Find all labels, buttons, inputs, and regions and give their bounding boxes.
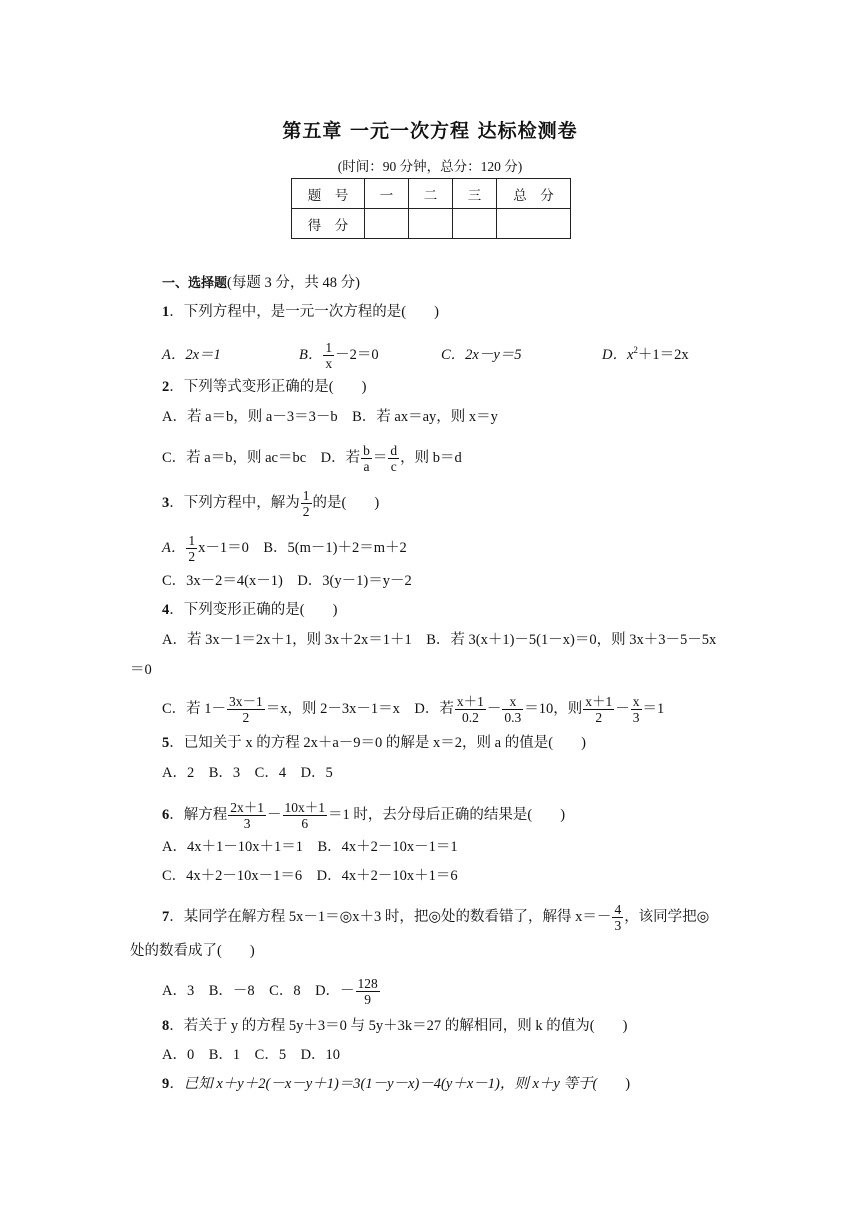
numerator: 3x－1 — [229, 694, 263, 709]
question-2-options-line2 — [162, 443, 462, 474]
option-a: A．2x＝1 — [162, 347, 221, 363]
numerator: 1 — [188, 533, 196, 548]
fraction — [301, 488, 312, 519]
option-c: C．2x－y＝5 — [441, 347, 522, 363]
score-header-cell: 总 分 — [497, 179, 571, 209]
numerator: 4 — [614, 902, 622, 917]
denominator: c — [390, 459, 397, 474]
question-6 — [162, 800, 565, 831]
numerator: x＋1 — [456, 694, 484, 709]
option-text: －2＝0 — [335, 347, 379, 363]
numerator: 2x＋1 — [230, 800, 264, 815]
option-text: ＝1 — [642, 700, 665, 717]
score-header-cell: 题 号 — [292, 179, 365, 209]
question-stem: ．已知 x＋y＋2(－x－y＋1)＝3(1－y－x)－4(y＋x－1)，则 x＋y 等于( — [169, 1076, 598, 1092]
question-4-options-line1-cont: ＝0 — [130, 662, 152, 678]
question-7-options — [162, 976, 381, 1007]
numerator: x＋1 — [585, 694, 613, 709]
numerator: 128 — [357, 976, 378, 991]
option-text: ，则 b＝d — [400, 449, 462, 466]
question-6-options-line1: A．4x＋1－10x＋1＝1 B．4x＋2－10x－1＝1 — [162, 839, 458, 855]
score-row-label: 得 分 — [292, 209, 365, 239]
denominator: x — [325, 356, 333, 372]
answer-paren-close: ) — [622, 1018, 628, 1034]
option-text: ＝10，则 — [524, 700, 583, 717]
question-4-options-line2 — [162, 694, 664, 725]
question-stem: 处的数看成了( — [130, 943, 222, 959]
numerator: b — [363, 443, 370, 458]
option-d — [602, 347, 689, 363]
answer-paren-close: ) — [249, 943, 255, 959]
score-header-cell: 三 — [453, 179, 497, 209]
question-6-options-line2: C．4x＋2－10x－1＝6 D．4x＋2－10x＋1＝6 — [162, 868, 458, 884]
fraction — [631, 694, 642, 725]
score-cell — [365, 209, 409, 239]
question-4 — [162, 600, 337, 620]
question-5-options: A．2 B．3 C．4 D．5 — [162, 765, 333, 781]
denominator: 0.3 — [504, 710, 522, 725]
fraction — [186, 533, 197, 564]
denominator: a — [363, 459, 370, 474]
numerator: x — [502, 694, 523, 710]
exam-title: 第五章 一元一次方程 达标检测卷 — [282, 120, 578, 142]
question-number: 8 — [162, 1018, 170, 1034]
question-number: 6 — [162, 806, 170, 823]
score-header-cell: 一 — [365, 179, 409, 209]
answer-paren-close: ) — [581, 735, 586, 751]
question-stem: ．下列等式变形正确的是( — [169, 379, 334, 395]
question-number: 3 — [162, 494, 170, 511]
question-1 — [162, 302, 439, 322]
denominator: 9 — [364, 992, 372, 1007]
denominator: 2 — [595, 710, 603, 725]
minus-sign: － — [615, 700, 630, 717]
fraction — [388, 443, 399, 474]
question-stem: ．某同学在解方程 5x－1＝◎x＋3 时，把◎处的数看错了，解得 x＝－ — [169, 908, 612, 925]
question-stem: 的是( — [312, 494, 347, 511]
fraction — [361, 443, 372, 474]
question-7 — [162, 902, 709, 933]
fraction — [228, 800, 266, 831]
option-text: ＋1＝2x — [637, 347, 689, 363]
option-label: A． — [162, 539, 186, 556]
option-label: B． — [299, 347, 323, 363]
option-text: ＝x，则 2－3x－1＝x D．若 — [265, 700, 454, 717]
denominator: 2 — [242, 710, 250, 725]
question-number: 7 — [162, 908, 170, 925]
question-stem: ．下列方程中，是一元一次方程的是( — [169, 304, 407, 320]
numerator: x — [632, 694, 640, 709]
question-number: 9 — [162, 1076, 170, 1092]
answer-paren-close: ) — [560, 806, 566, 823]
option-text: D．x — [602, 347, 634, 363]
option-b — [299, 340, 441, 371]
question-stem: ．下列方程中，解为 — [169, 494, 300, 511]
denominator: 6 — [301, 816, 309, 831]
question-stem: ．解方程 — [169, 806, 228, 823]
score-cell — [497, 209, 571, 239]
fraction — [323, 340, 334, 371]
denominator: 2 — [188, 549, 196, 564]
numerator: 1 — [325, 340, 333, 356]
question-3-options-line1 — [162, 533, 407, 564]
fraction — [356, 976, 380, 1007]
equals-sign: ＝ — [372, 449, 388, 466]
answer-paren-close: ) — [625, 1076, 631, 1092]
question-1-options — [162, 340, 689, 371]
answer-paren-close: ) — [361, 379, 367, 395]
minus-sign: － — [486, 700, 502, 717]
exam-subtitle: (时间：90 分钟，总分：120 分) — [337, 159, 523, 174]
denominator: 3 — [632, 710, 640, 725]
numerator: d — [390, 443, 398, 458]
denominator: 3 — [243, 816, 251, 831]
question-3-options-line2: C．3x－2＝4(x－1) D．3(y－1)＝y－2 — [162, 573, 412, 589]
question-2 — [162, 377, 366, 397]
denominator: 2 — [302, 504, 310, 519]
section-heading — [162, 273, 360, 294]
question-number: 1 — [162, 304, 170, 320]
question-number: 2 — [162, 379, 170, 395]
question-stem: ＝1 时，去分母后正确的结果是( — [328, 806, 533, 823]
option-text: A．3 B．－8 C．8 D．－ — [162, 982, 355, 999]
question-8 — [162, 1016, 627, 1036]
fraction — [455, 694, 486, 725]
score-table-header-row — [292, 179, 571, 209]
fraction — [283, 800, 328, 831]
question-number: 4 — [162, 602, 170, 618]
section-title: 一、选择题 — [162, 276, 228, 291]
score-cell — [409, 209, 453, 239]
denominator: 0.2 — [461, 710, 479, 725]
score-header-cell: 二 — [409, 179, 453, 209]
question-stem: ．若关于 y 的方程 5y＋3＝0 与 5y＋3k＝27 的解相同，则 k 的值为( — [169, 1018, 595, 1034]
fraction — [583, 694, 614, 725]
numerator: 1 — [302, 488, 310, 503]
minus-sign: － — [267, 806, 282, 823]
question-3 — [162, 488, 379, 519]
fraction — [227, 694, 265, 725]
question-2-options-line1: A．若 a＝b，则 a－3＝3－b B．若 ax＝ay，则 x＝y — [162, 409, 498, 425]
question-stem: ，该同学把◎ — [624, 908, 710, 925]
question-number: 5 — [162, 735, 170, 751]
score-table-score-row — [292, 209, 571, 239]
score-cell — [453, 209, 497, 239]
fraction — [502, 694, 523, 725]
question-7-cont — [130, 941, 255, 961]
question-9 — [162, 1074, 630, 1094]
question-stem: ．下列变形正确的是( — [169, 602, 305, 618]
answer-paren-close: ) — [374, 494, 380, 511]
question-5 — [162, 733, 586, 753]
exponent: 2 — [633, 345, 638, 355]
question-8-options: A．0 B．1 C．5 D．10 — [162, 1047, 341, 1063]
option-text: C．若 a＝b，则 ac＝bc D．若 — [162, 449, 361, 466]
option-text: C．若 1－ — [162, 700, 227, 717]
numerator: 10x＋1 — [284, 800, 325, 815]
answer-paren-close: ) — [332, 602, 338, 618]
score-table — [291, 178, 571, 239]
answer-paren-close: ) — [434, 304, 439, 320]
question-4-options-line1: A．若 3x－1＝2x＋1，则 3x＋2x＝1＋1 B．若 3(x＋1)－5(1－x)＝0，则 3x＋3－5－5x — [162, 632, 717, 648]
fraction — [612, 902, 623, 933]
section-note: (每题 3 分，共 48 分) — [227, 275, 360, 291]
denominator: 3 — [614, 918, 622, 933]
option-text: x－1＝0 B．5(m－1)＋2＝m＋2 — [198, 539, 407, 556]
question-stem: ．已知关于 x 的方程 2x＋a－9＝0 的解是 x＝2，则 a 的值是( — [169, 735, 554, 751]
